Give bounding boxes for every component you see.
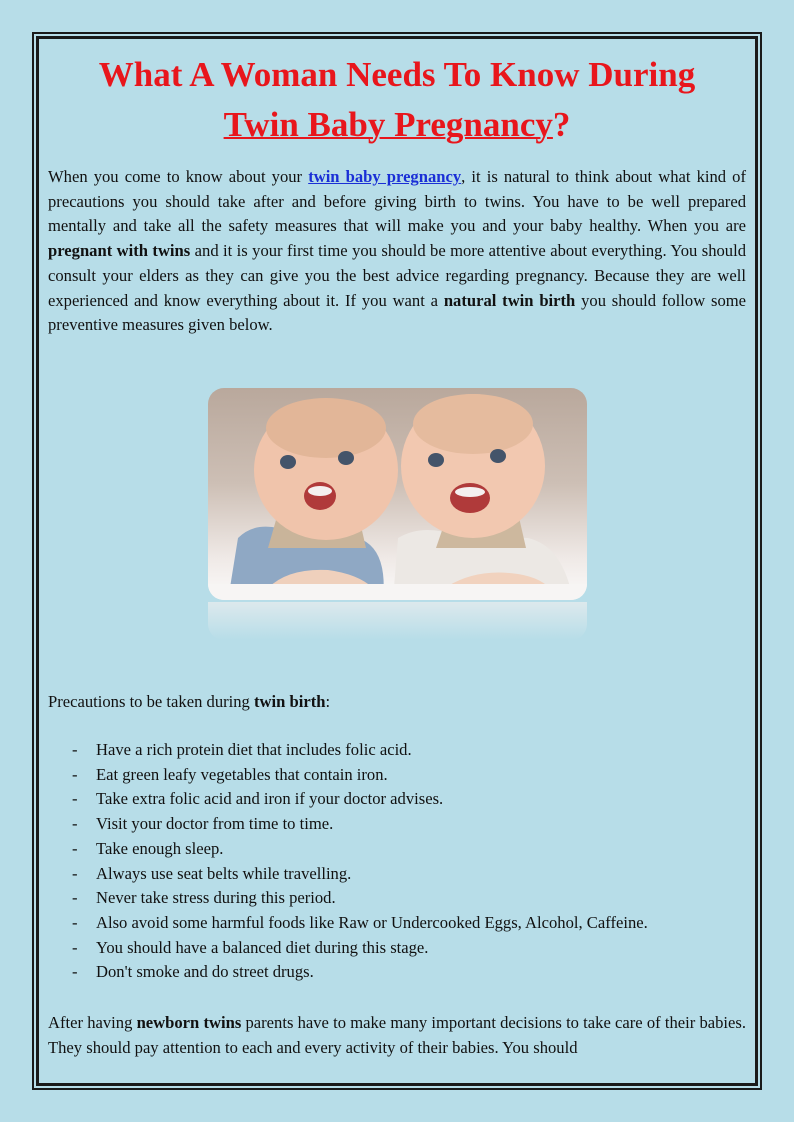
intro-text-2: , it is natural to think about what kind of precautions you should take after and before giving birth to twins. You have to be well prepared mentally and take all the safety measures that will make you and your baby healthy. When you are <box>48 167 746 236</box>
twin-babies-photo <box>208 388 587 600</box>
list-item-text: Never take stress during this period. <box>96 888 336 908</box>
photo-reflection <box>208 602 587 640</box>
bullet-dash: - <box>72 937 78 957</box>
bullet-dash: - <box>72 838 78 858</box>
list-item-text: Visit your doctor from time to time. <box>96 814 334 834</box>
twin-baby-pregnancy-link[interactable]: twin baby pregnancy <box>308 167 462 186</box>
list-item-text: You should have a balanced diet during this stage. <box>96 937 429 957</box>
closing-bold: newborn twins <box>136 1013 242 1032</box>
list-item-text: Take extra folic acid and iron if your doctor advises. <box>96 789 444 809</box>
list-item <box>48 936 746 961</box>
intro-text-3: and it is your first time you should be more attentive about everything. You should consult your elders as they can give you the best advice regarding pregnancy. Because they are well experienced and know everything about it. If you want a <box>48 241 746 310</box>
bullet-dash: - <box>72 789 78 809</box>
list-item-text: Take enough sleep. <box>96 838 224 858</box>
intro-paragraph <box>48 165 746 338</box>
title-line-1: What A Woman Needs To Know During <box>98 55 696 94</box>
bullet-dash: - <box>72 863 78 883</box>
precautions-heading-bold: twin birth <box>254 692 326 711</box>
intro-text-1: When you come to know about your <box>48 167 309 186</box>
precautions-heading <box>48 690 330 714</box>
list-item <box>48 738 746 763</box>
bullet-dash: - <box>72 764 78 784</box>
list-item <box>48 862 746 887</box>
bullet-dash: - <box>72 740 78 759</box>
list-item-text: Eat green leafy vegetables that contain iron. <box>96 764 388 784</box>
list-item <box>48 886 746 911</box>
intro-bold-2: natural twin birth <box>443 290 576 310</box>
bullet-dash: - <box>72 888 78 908</box>
closing-text-1: After having <box>48 1013 137 1032</box>
closing-paragraph <box>48 1011 746 1060</box>
twin-babies-illustration <box>208 388 587 600</box>
title-line-2: Twin Baby Pregnancy <box>223 105 553 144</box>
bullet-dash: - <box>72 912 78 932</box>
title-question-mark: ? <box>552 105 571 144</box>
list-item <box>48 787 746 812</box>
list-item <box>48 911 746 936</box>
precautions-heading-text: Precautions to be taken during <box>48 692 254 711</box>
list-item-text: Always use seat belts while travelling. <box>96 863 352 883</box>
intro-bold-1: pregnant with twins <box>48 241 191 261</box>
list-item-text: Also avoid some harmful foods like Raw or Undercooked Eggs, Alcohol, Caffeine. <box>96 912 648 932</box>
list-item-text: Don't smoke and do street drugs. <box>96 962 314 982</box>
intro-text-4: you should follow some preventive measures given below. <box>48 290 747 335</box>
precautions-list <box>48 738 746 985</box>
closing-text-2: parents have to make many important decisions to take care of their babies. They should pay attention to each and every activity of their babies. You should <box>48 1013 746 1057</box>
precautions-heading-colon: : <box>325 692 331 711</box>
bullet-dash: - <box>72 962 78 982</box>
list-item <box>48 837 746 862</box>
page-title <box>48 50 746 150</box>
list-item <box>48 763 746 788</box>
list-item-text: Have a rich protein diet that includes folic acid. <box>96 740 412 759</box>
list-item <box>48 812 746 837</box>
bullet-dash: - <box>72 814 78 834</box>
list-item <box>48 960 746 985</box>
